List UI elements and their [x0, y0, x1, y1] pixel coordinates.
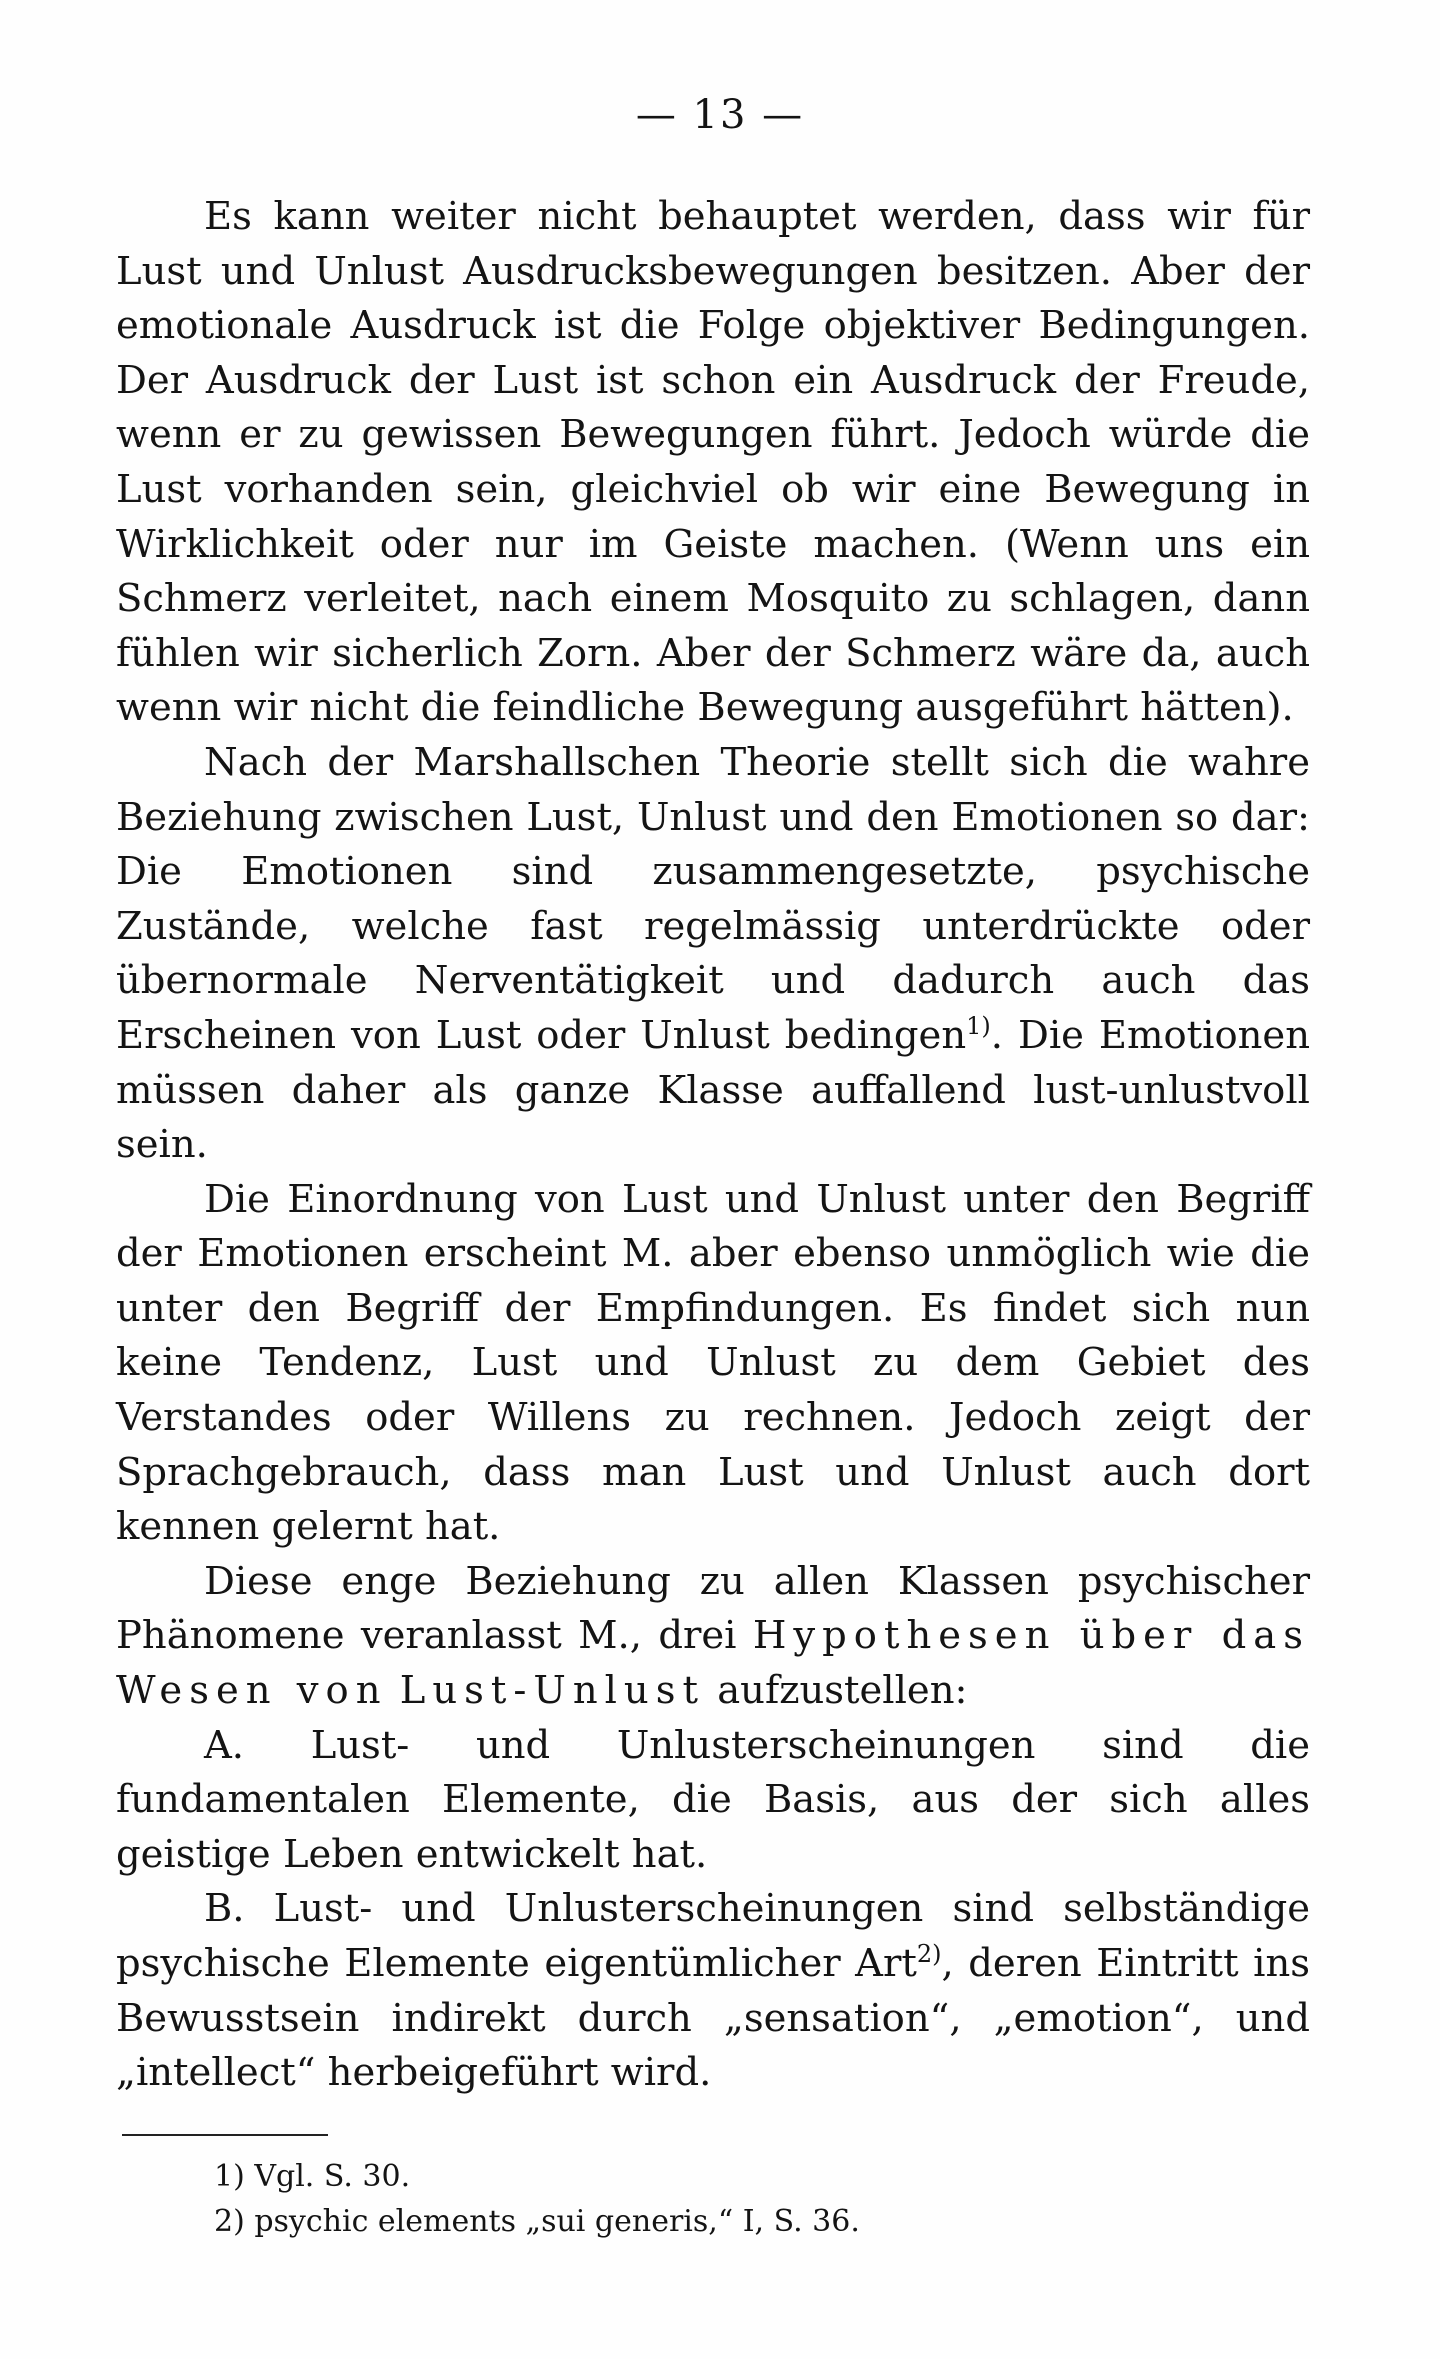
hypothesis-b-text-cont: , deren Eintritt ins Bewusstsein indirekt durch „sensation“, „emotion“, und „intellect“ herbeigeführt wird. [116, 1941, 1310, 2096]
hypothesis-a: A. Lust- und Unlusterscheinungen sind die fundamentalen Elemente, die Basis, aus der sich alles geistige Leben entwickelt hat. [116, 1722, 1310, 1877]
paragraph-2-text: Nach der Marshallschen Theorie stellt sich die wahre Beziehung zwischen Lust, Unlust und den Emotionen so dar: Die Emotionen sind zusammengesetzte, psychische Zustände, welche fast regelmässig unterdrückte oder übernormale Nerventätigkeit und dadurch auch das Erscheinen von Lust oder Unlust bedingen [116, 739, 1310, 1058]
footnote-ref-1: 1) [966, 1012, 991, 1041]
footnote-2: 2) psychic elements „sui generis,“ I, S. 36. [214, 2204, 860, 2239]
page-number: — 13 — [635, 92, 805, 138]
footnote-ref-2: 2) [916, 1940, 942, 1969]
paragraph-2-text-cont: . Die Emotionen müssen daher als ganze Klasse auffallend lust-unlustvoll sein. [116, 1012, 1311, 1168]
hypothesis-b-text: B. Lust- und Unlusterscheinungen sind selbständige psychische Elemente eigentümlicher Art [116, 1886, 1310, 1986]
body-text [116, 190, 1310, 2101]
hypothesis-b [116, 1882, 1310, 2100]
footnote-divider [122, 2134, 328, 2136]
paragraph-3: Die Einordnung von Lust und Unlust unter den Begriff der Emotionen erscheint M. aber ebenso unmöglich wie die unter den Begriff der Empfindungen. Es findet sich nun keine Tendenz, Lust und Unlust zu dem Gebiet des Verstandes oder Willens zu rechnen. Jedoch zeigt der Sprachgebrauch, dass man Lust und Unlust auch dort kennen gelernt hat. [116, 1176, 1310, 1550]
footnotes [214, 2154, 1214, 2244]
paragraph-4-text-end: aufzustellen: [717, 1668, 968, 1714]
paragraph-4-text: Diese enge Beziehung zu allen Klassen psychischer Phänomene veranlasst M., drei [116, 1558, 1310, 1659]
spaced-emphasis-lust-unlust: Lust-Unlust [399, 1668, 705, 1714]
paragraph-4 [116, 1555, 1310, 1719]
paragraph-1: Es kann weiter nicht behauptet werden, dass wir für Lust und Unlust Ausdrucksbewegungen besitzen. Aber der emotionale Ausdruck ist die Folge objektiver Bedingungen. Der Ausdruck der Lust ist schon ein Ausdruck der Freude, wenn er zu gewissen Bewegungen führt. Jedoch würde die Lust vorhanden sein, gleichviel ob wir eine Bewegung in Wirklichkeit oder nur im Geiste machen. (Wenn uns ein Schmerz verleitet, nach einem Mosquito zu schlagen, dann fühlen wir sicherlich Zorn. Aber der Schmerz wäre da, auch wenn wir nicht die feindliche Bewegung ausgeführt hätten). [116, 194, 1310, 731]
footnote-1: 1) Vgl. S. 30. [214, 2159, 411, 2194]
paragraph-2 [116, 736, 1310, 1173]
spaced-emphasis-hypothesen: Hypothesen über das Wesen von [116, 1613, 1311, 1714]
